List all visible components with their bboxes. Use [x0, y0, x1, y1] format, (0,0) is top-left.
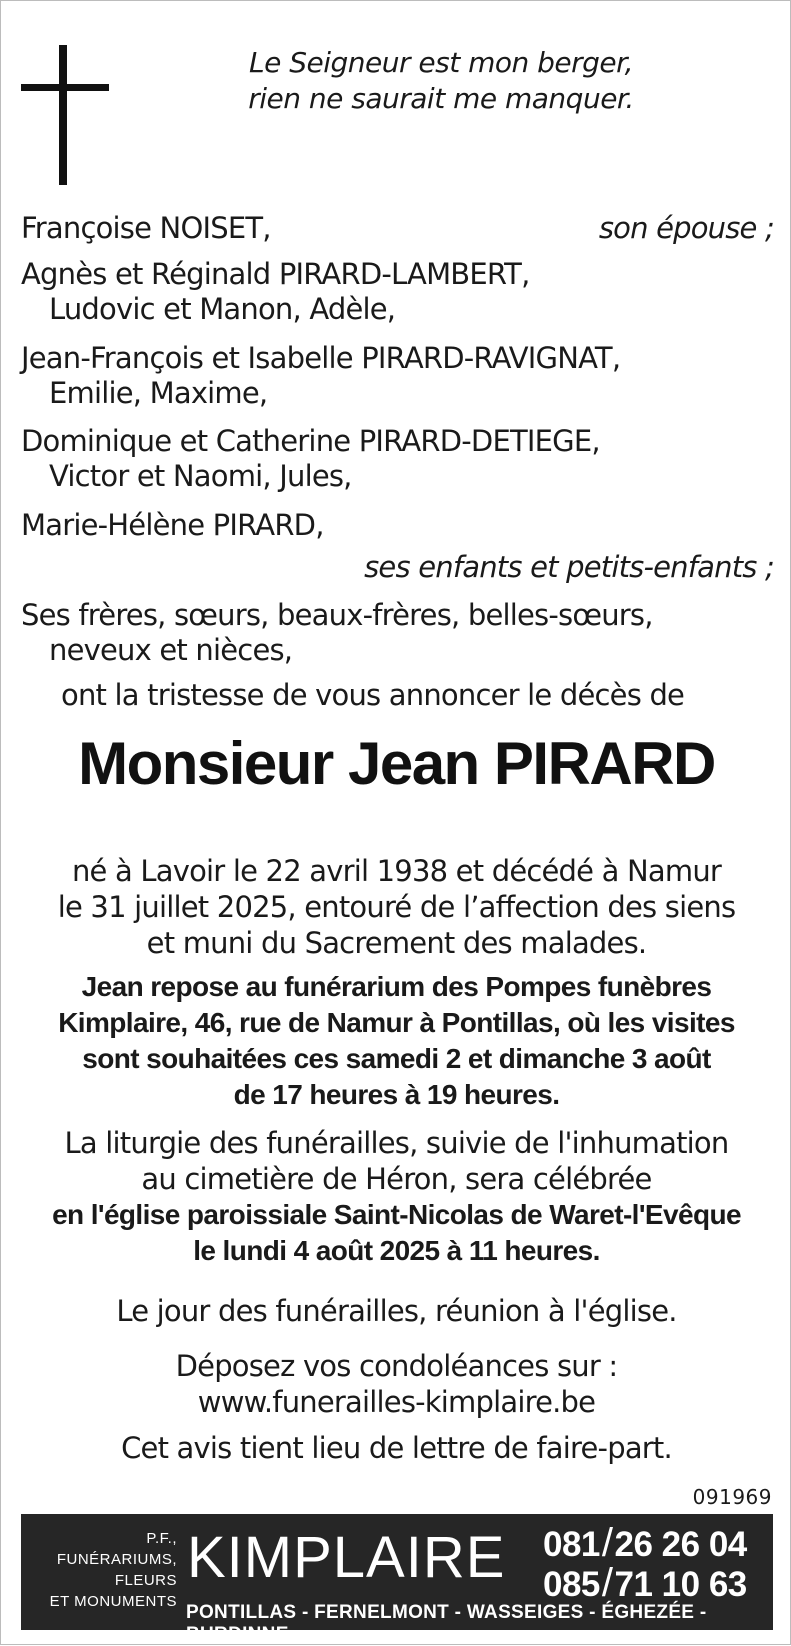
service-item: FLEURS	[114, 1572, 177, 1589]
announcement: ont la tristesse de vous annoncer le décès de	[61, 678, 685, 712]
child-3: Dominique et Catherine PIRARD-DETIEGE,	[21, 424, 600, 458]
visitation-line-1: Jean repose au funérarium des Pompes funèbres	[81, 971, 712, 1002]
spouse-name: Françoise NOISET,	[21, 211, 271, 245]
cross-icon-bar	[21, 84, 109, 91]
visitation-line-4: de 17 heures à 19 heures.	[233, 1079, 560, 1110]
siblings-continued: neveux et nièces,	[49, 633, 293, 667]
funeral-home-banner	[21, 1514, 773, 1645]
phone-1[interactable]	[543, 1521, 747, 1565]
phone-separator: /	[601, 1521, 613, 1565]
reference-number: 091969	[692, 1485, 772, 1509]
deceased-name: Monsieur Jean PIRARD	[78, 730, 715, 797]
birth-death-line-1: né à Lavoir le 22 avril 1938 et décédé à Namur	[71, 854, 722, 888]
phone-2-prefix: 085	[543, 1565, 600, 1604]
liturgy-line-2: au cimetière de Héron, sera célébrée	[141, 1162, 652, 1196]
service-item: ET MONUMENTS	[49, 1593, 177, 1610]
condolences-label: Déposez vos condoléances sur :	[175, 1349, 618, 1383]
siblings: Ses frères, sœurs, beaux-frères, belles-sœurs,	[21, 598, 653, 632]
condolences-website[interactable]: www.funerailles-kimplaire.be	[197, 1385, 596, 1419]
brand-name: KIMPLAIRE	[187, 1525, 506, 1590]
phone-2[interactable]	[543, 1561, 747, 1605]
child-2-grandchildren: Emilie, Maxime,	[49, 376, 268, 410]
notice: Cet avis tient lieu de lettre de faire-part.	[121, 1431, 672, 1465]
visitation-line-3: sont souhaitées ces samedi 2 et dimanche 3 août	[82, 1043, 711, 1074]
towns-list: PONTILLAS - FERNELMONT - WASSEIGES - ÉGHEZÉE - BURDINNE	[186, 1602, 707, 1645]
phone-1-number: 26 26 04	[614, 1525, 747, 1564]
cross-icon	[59, 45, 67, 185]
child-1: Agnès et Réginald PIRARD-LAMBERT,	[21, 257, 530, 291]
child-3-grandchildren: Victor et Naomi, Jules,	[49, 459, 352, 493]
phone-1-prefix: 081	[543, 1525, 600, 1564]
gathering: Le jour des funérailles, réunion à l'église.	[116, 1294, 677, 1328]
service-item: P.F.,	[146, 1530, 177, 1547]
phone-separator: /	[601, 1561, 613, 1605]
church-line-2: le lundi 4 août 2025 à 11 heures.	[193, 1235, 600, 1266]
visitation-line-2: Kimplaire, 46, rue de Namur à Pontillas, où les visites	[58, 1007, 735, 1038]
birth-death-line-3: et muni du Sacrement des malades.	[146, 926, 647, 960]
children-role: ses enfants et petits-enfants ;	[364, 550, 774, 584]
child-1-grandchildren: Ludovic et Manon, Adèle,	[49, 292, 396, 326]
church-line-1: en l'église paroissiale Saint-Nicolas de Waret-l'Evêque	[52, 1199, 741, 1230]
child-4: Marie-Hélène PIRARD,	[21, 508, 324, 542]
epigraph-line-2: rien ne saurait me manquer.	[248, 82, 634, 115]
spouse-role: son épouse ;	[598, 211, 774, 245]
birth-death-line-2: le 31 juillet 2025, entouré de l’affection des siens	[57, 890, 736, 924]
service-item: FUNÉRARIUMS,	[56, 1551, 177, 1568]
phone-numbers	[543, 1521, 747, 1605]
phone-2-number: 71 10 63	[614, 1565, 747, 1604]
epigraph-line-1: Le Seigneur est mon berger,	[248, 46, 633, 79]
services-list	[21, 1528, 177, 1612]
child-2: Jean-François et Isabelle PIRARD-RAVIGNAT,	[21, 341, 621, 375]
liturgy-line-1: La liturgie des funérailles, suivie de l'inhumation	[64, 1126, 729, 1160]
